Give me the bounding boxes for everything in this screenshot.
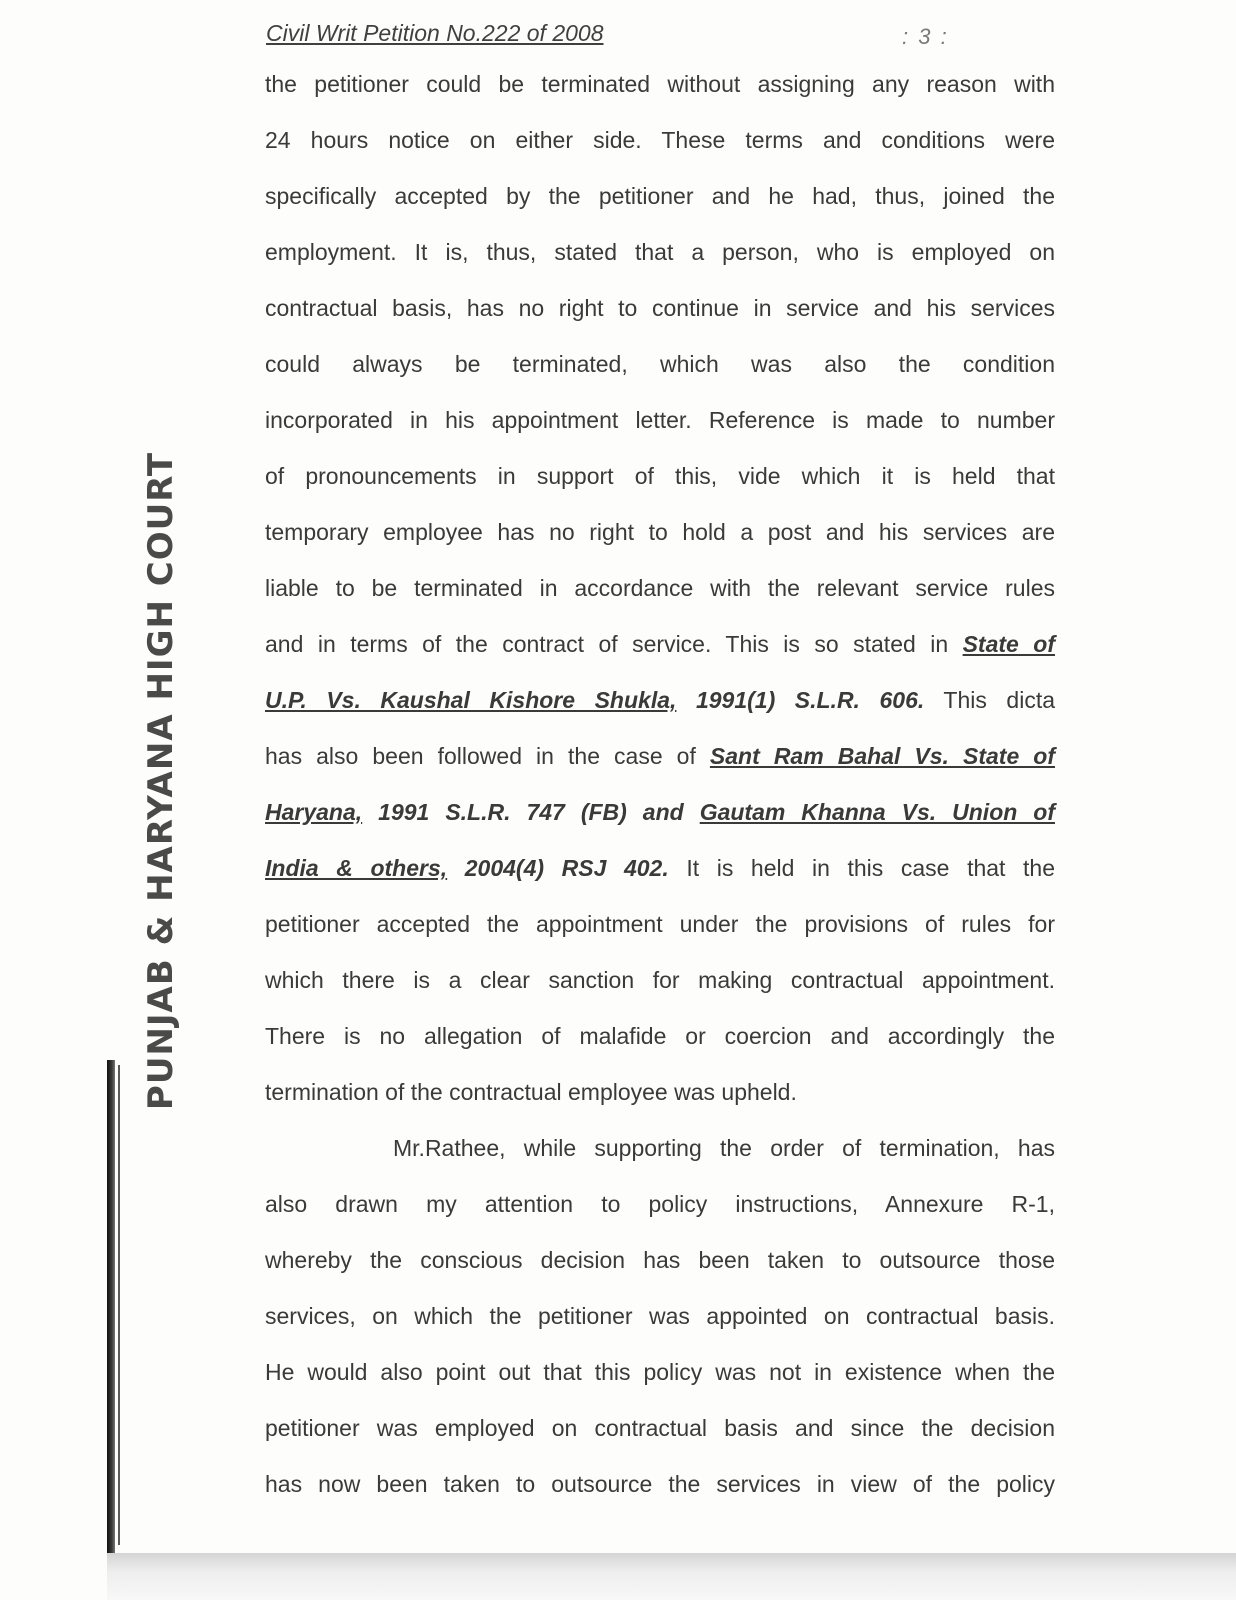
text-line xyxy=(265,616,1055,672)
text-line xyxy=(265,840,1055,896)
text-line: of pronouncements in support of this, vide which it is held that xyxy=(265,463,1055,489)
case-citation: State of xyxy=(962,631,1056,657)
text-line: contractual basis, has no right to continue in service and his services xyxy=(265,295,1055,321)
judgment-body xyxy=(265,56,1055,1512)
text-line: 24 hours notice on either side. These terms and conditions were xyxy=(265,127,1055,153)
case-citation: U.P. Vs. Kaushal Kishore Shukla, xyxy=(265,687,677,713)
text-line: specifically accepted by the petitioner and he had, thus, joined the xyxy=(265,183,1055,209)
text-line: whereby the conscious decision has been taken to outsource those xyxy=(265,1247,1055,1273)
text-line xyxy=(265,728,1055,784)
citation-reference: 1991 S.L.R. 747 (FB) and xyxy=(362,799,700,825)
case-citation: Haryana, xyxy=(265,799,363,825)
page-number: : 3 : xyxy=(902,24,949,49)
case-citation: Sant Ram Bahal Vs. State of xyxy=(709,743,1056,769)
text-line: also drawn my attention to policy instructions, Annexure R-1, xyxy=(265,1191,1055,1217)
text-line: incorporated in his appointment letter. Reference is made to number xyxy=(265,407,1055,433)
case-citation: India & others, xyxy=(265,855,448,881)
scan-margin-line xyxy=(118,1065,120,1545)
text-segment: has also been followed in the case of xyxy=(265,743,710,769)
text-segment: It is held in this case that the xyxy=(668,855,1055,881)
text-line: He would also point out that this policy was not in existence when the xyxy=(265,1359,1055,1385)
text-line: Mr.Rathee, while supporting the order of termination, has xyxy=(393,1135,1055,1161)
citation-reference: 2004(4) RSJ 402. xyxy=(447,855,669,881)
text-line: employment. It is, thus, stated that a person, who is employed on xyxy=(265,239,1055,265)
text-line: termination of the contractual employee was upheld. xyxy=(265,1079,797,1105)
text-line: the petitioner could be terminated without assigning any reason with xyxy=(265,71,1055,97)
court-watermark: PUNJAB & HARYANA HIGH COURT xyxy=(141,451,181,1111)
text-line: There is no allegation of malafide or coercion and accordingly the xyxy=(265,1023,1055,1049)
text-line: has now been taken to outsource the services in view of the policy xyxy=(265,1471,1055,1497)
text-line xyxy=(265,784,1055,840)
text-line: services, on which the petitioner was appointed on contractual basis. xyxy=(265,1303,1055,1329)
text-line: petitioner was employed on contractual basis and since the decision xyxy=(265,1415,1055,1441)
text-line: liable to be terminated in accordance with the relevant service rules xyxy=(265,575,1055,601)
case-citation: Gautam Khanna Vs. Union of xyxy=(699,799,1055,825)
text-segment: and in terms of the contract of service. This is so stated in xyxy=(265,631,963,657)
citation-reference: 1991(1) S.L.R. 606. xyxy=(676,687,925,713)
scan-bottom-edge xyxy=(107,1553,1236,1600)
text-line xyxy=(265,672,1055,728)
scan-margin-bar xyxy=(107,1060,115,1555)
text-line: temporary employee has no right to hold a post and his services are xyxy=(265,519,1055,545)
case-title: Civil Writ Petition No.222 of 2008 xyxy=(266,20,604,46)
text-line: petitioner accepted the appointment under the provisions of rules for xyxy=(265,911,1055,937)
text-line: which there is a clear sanction for making contractual appointment. xyxy=(265,967,1055,993)
text-segment: This dicta xyxy=(924,687,1055,713)
text-line: could always be terminated, which was also the condition xyxy=(265,351,1055,377)
